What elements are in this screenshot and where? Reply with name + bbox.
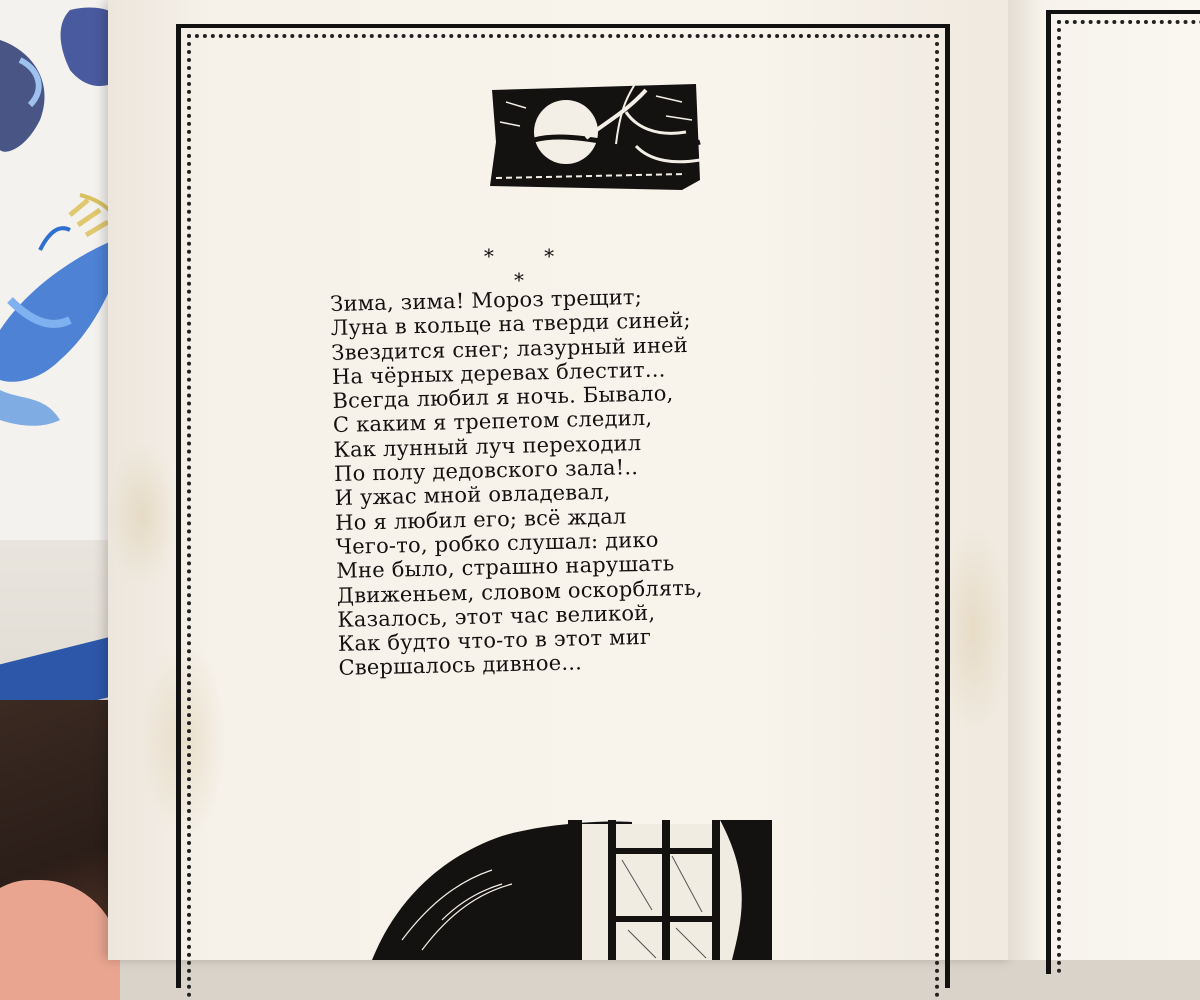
poem-line: Как будто что-то в этот миг [337,624,652,657]
poem-line: Мне было, страшно нарушать [336,551,675,584]
night-window-illustration [372,820,772,960]
poem-line: Зима, зима! Мороз трещит; [330,284,643,316]
facing-page-border [1046,10,1200,974]
poem-line: Свершалось дивное... [338,650,583,681]
section-ornament: * * * [483,244,577,292]
poem-line: Звездится снег; лазурный иней [331,332,689,365]
poem-line: Казалось, этот час великой, [337,600,656,632]
poem-line: Всегда любил я ночь. Бывало, [332,381,674,414]
poem-line: Луна в кольце на тверди синей; [330,308,692,341]
poem-line: Движеньем, словом оскорблять, [336,575,703,608]
poem-line: И ужас мной овладевал, [334,480,611,511]
poem-line: Но я любил его; всё ждал [334,504,627,535]
poem-line: С каким я трепетом следил, [332,406,653,438]
poem-line: По полу дедовского зала!.. [333,455,639,487]
poem [330,281,809,680]
poem-line: Чего-то, робко слушал: дико [335,527,659,559]
poem-line: На чёрных деревах блестит... [331,357,666,389]
age-stain [108,440,178,590]
poem-line: Как лунный луч переходил [333,430,642,462]
moon-branches-illustration [486,82,702,192]
